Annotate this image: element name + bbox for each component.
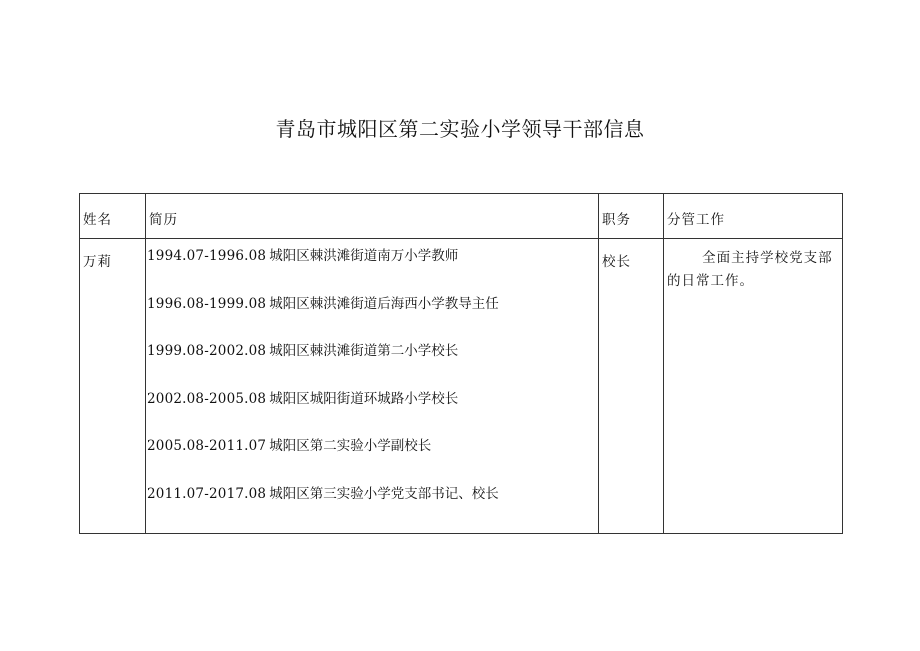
resume-desc: 城阳区第二实验小学副校长: [269, 438, 432, 454]
duty-description: 全面主持学校党支部的日常工作。: [667, 250, 833, 289]
header-cell-resume: [146, 194, 599, 239]
cell-duty: [664, 239, 843, 534]
table-row: [80, 239, 843, 534]
resume-entry: [146, 438, 598, 486]
resume-desc: 城阳区棘洪滩街道南万小学教师: [269, 248, 459, 264]
header-post-label: 职务: [602, 212, 631, 228]
resume-desc: 城阳区棘洪滩街道第二小学校长: [269, 343, 459, 359]
resume-desc: 城阳区棘洪滩街道后海西小学教导主任: [269, 295, 499, 312]
cell-name: [80, 239, 146, 534]
resume-period: 2005.08-2011.07: [147, 438, 267, 454]
resume-desc: 城阳区第三实验小学党支部书记、校长: [269, 485, 499, 502]
header-name-label: 姓名: [83, 212, 112, 228]
resume-desc: 城阳区城阳街道环城路小学校长: [269, 390, 459, 407]
cell-post: [599, 239, 664, 534]
resume-period: 2002.08-2005.08: [147, 390, 267, 407]
resume-entry: [146, 248, 598, 296]
resume-entry: [146, 343, 598, 391]
header-duty-label: 分管工作: [667, 212, 725, 228]
header-cell-name: [80, 194, 146, 239]
resume-period: 1994.07-1996.08: [147, 248, 267, 264]
resume-entry: [146, 486, 598, 534]
person-name: 万莉: [83, 254, 112, 270]
cell-resume: [146, 239, 599, 534]
leader-info-table: [79, 193, 843, 534]
resume-list: [146, 239, 598, 533]
header-cell-duty: [664, 194, 843, 239]
header-resume-label: 简历: [149, 212, 178, 228]
resume-period: 1996.08-1999.08: [147, 295, 267, 312]
resume-entry: [146, 391, 598, 439]
person-post: 校长: [602, 254, 631, 270]
resume-period: 1999.08-2002.08: [147, 343, 267, 359]
header-cell-post: [599, 194, 664, 239]
resume-entry: [146, 296, 598, 344]
table-header-row: [80, 194, 843, 239]
document-title: 青岛市城阳区第二实验小学领导干部信息: [275, 117, 645, 141]
resume-period: 2011.07-2017.08: [147, 485, 267, 502]
